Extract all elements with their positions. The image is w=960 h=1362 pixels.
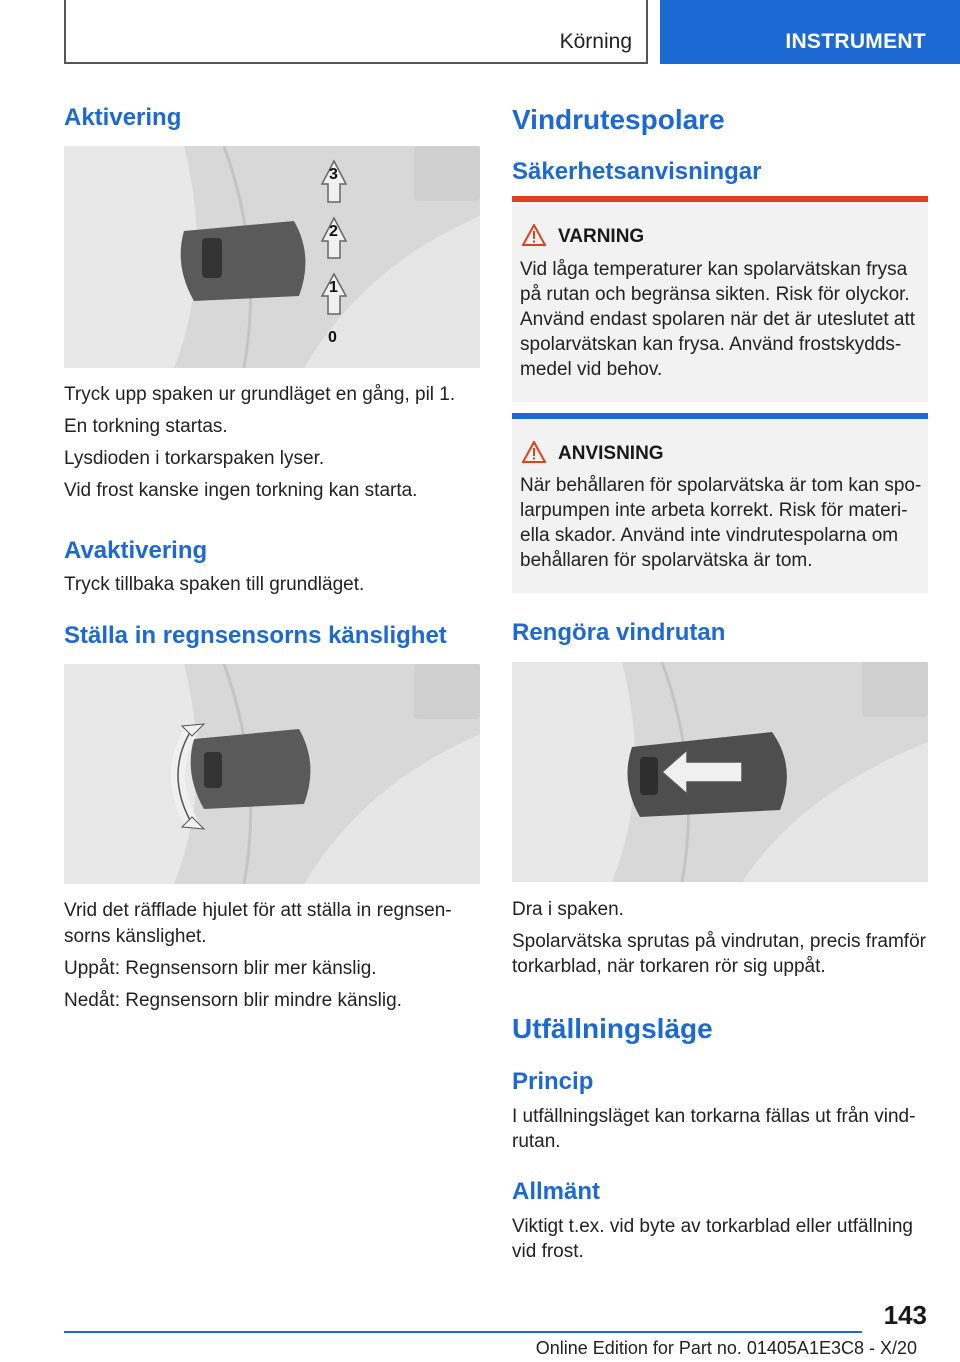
warning-line-2: på rutan och begränsa sikten. Risk för olyckor. bbox=[520, 284, 910, 305]
rain-sensor-wheel-image bbox=[64, 664, 480, 884]
wiper-stalk-up-image bbox=[64, 146, 480, 368]
stalk-label-0: 0 bbox=[328, 329, 337, 346]
notice-accent-bar bbox=[512, 413, 928, 419]
heading-princip: Princip bbox=[512, 1068, 594, 1095]
text-aktivering-1: Tryck upp spaken ur grundläget en gång, pil 1. bbox=[64, 384, 456, 405]
text-princip-1: I utfällningsläget kan torkarna fällas ut från vind- bbox=[512, 1106, 916, 1127]
heading-avaktivering: Avaktivering bbox=[64, 537, 208, 564]
notice-title: ANVISNING bbox=[558, 443, 664, 464]
heading-utfallning: Utfällningsläge bbox=[512, 1013, 713, 1044]
header-tab[interactable]: INSTRUMENT bbox=[660, 0, 960, 64]
text-allmant-1: Viktigt t.ex. vid byte av torkarblad eller utfällning bbox=[512, 1216, 913, 1237]
notice-line-4: behållaren för spolarvätska är tom. bbox=[520, 550, 813, 571]
warning-line-1: Vid låga temperaturer kan spolarvätskan frysa bbox=[520, 259, 908, 280]
notice-line-3: ella skador. Använd inte vindrutespolarna om bbox=[520, 525, 899, 546]
footer-edition: Online Edition for Part no. 01405A1E3C8 - X/20 bbox=[535, 1338, 917, 1358]
page-number: 143 bbox=[883, 1300, 927, 1330]
warning-line-5: medel vid behov. bbox=[520, 359, 663, 380]
wiper-stalk-pull-image bbox=[512, 662, 928, 882]
text-rengora-2: Spolarvätska sprutas på vindrutan, precis framför bbox=[512, 931, 926, 952]
warning-title: VARNING bbox=[558, 226, 645, 247]
text-rengora-1: Dra i spaken. bbox=[512, 899, 624, 920]
notice-line-2: larpumpen inte arbeta korrekt. Risk för materi- bbox=[520, 500, 908, 521]
text-princip-2: rutan. bbox=[512, 1131, 561, 1152]
warning-accent-bar bbox=[512, 196, 928, 202]
stalk-label-1: 1 bbox=[329, 279, 338, 296]
text-avaktivering: Tryck tillbaka spaken till grundläget. bbox=[64, 574, 365, 595]
notice-triangle-icon bbox=[522, 441, 546, 463]
heading-sakerhet: Säkerhetsanvisningar bbox=[512, 158, 762, 185]
header-section: Körning bbox=[559, 30, 632, 53]
heading-aktivering: Aktivering bbox=[64, 104, 182, 131]
text-aktivering-4: Vid frost kanske ingen torkning kan starta. bbox=[64, 480, 418, 501]
text-regnsensor-2: sorns känslighet. bbox=[64, 926, 207, 947]
notice-box bbox=[512, 413, 928, 593]
heading-rengora: Rengöra vindrutan bbox=[512, 619, 726, 646]
text-regnsensor-3: Uppåt: Regnsensorn blir mer känslig. bbox=[64, 958, 377, 979]
stalk-label-3: 3 bbox=[329, 166, 338, 183]
heading-regnsensor: Ställa in regnsensorns känslighet bbox=[64, 622, 447, 649]
warning-line-3: Använd endast spolaren när det är uteslutet att bbox=[520, 309, 916, 330]
warning-triangle-icon bbox=[522, 224, 546, 246]
text-regnsensor-4: Nedåt: Regnsensorn blir mindre känslig. bbox=[64, 990, 402, 1011]
footer-divider bbox=[64, 1331, 862, 1333]
text-rengora-3: torkarblad, när torkaren rör sig uppåt. bbox=[512, 956, 826, 977]
text-allmant-2: vid frost. bbox=[512, 1241, 584, 1262]
heading-vindrutespolare: Vindrutespolare bbox=[512, 104, 725, 135]
header-frame bbox=[64, 0, 648, 64]
text-aktivering-3: Lysdioden i torkarspaken lyser. bbox=[64, 448, 325, 469]
warning-line-4: spolarvätskan kan frysa. Använd frostskydds- bbox=[520, 334, 902, 355]
heading-allmant: Allmänt bbox=[512, 1178, 601, 1205]
notice-line-1: När behållaren för spolarvätska är tom kan spo- bbox=[520, 475, 922, 496]
text-regnsensor-1: Vrid det räfflade hjulet för att ställa in regnsen- bbox=[64, 900, 452, 921]
text-aktivering-2: En torkning startas. bbox=[64, 416, 228, 437]
warning-box bbox=[512, 196, 928, 402]
stalk-label-2: 2 bbox=[329, 223, 338, 240]
